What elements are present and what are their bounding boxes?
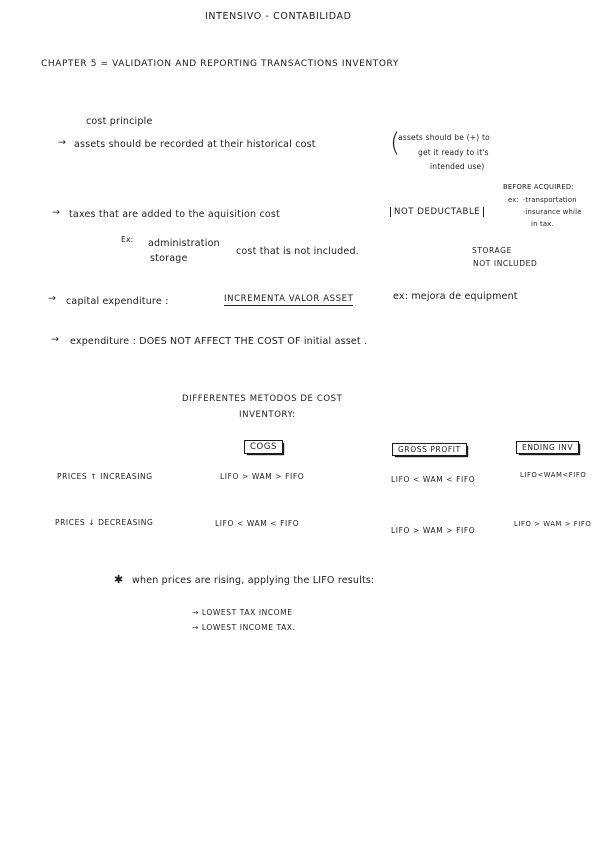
- example-short-label: Ex:: [121, 235, 134, 244]
- column-ending-inv: ENDING INV: [516, 441, 579, 454]
- cost-principle-heading: cost principle: [86, 116, 153, 127]
- storage-caps: STORAGE: [472, 246, 512, 255]
- page-title: INTENSIVO - CONTABILIDAD: [205, 11, 352, 22]
- methods-subheading: INVENTORY:: [239, 410, 296, 420]
- star-icon: ✱: [114, 573, 124, 586]
- row-decreasing-ending: LIFO > WAM > FIFO: [514, 520, 592, 528]
- row-increasing-gross: LIFO < WAM < FIFO: [391, 475, 476, 484]
- capital-expenditure-underlined: INCREMENTA VALOR ASSET: [224, 294, 354, 304]
- expenditure-text: expenditure : DOES NOT AFFECT THE COST OF initial asset .: [70, 336, 368, 347]
- taxes-text: taxes that are added to the aquisition cost: [69, 209, 280, 220]
- row-decreasing-label: PRICES ↓ DECREASING: [55, 518, 154, 527]
- row-decreasing-gross: LIFO > WAM > FIFO: [391, 526, 476, 535]
- cost-note-line2: get it ready to it's: [418, 148, 489, 157]
- example-transportation: ·transportation: [523, 196, 577, 204]
- methods-heading: DIFFERENTES METODOS DE COST: [182, 394, 343, 404]
- cost-note-line3: intended use): [430, 162, 485, 171]
- row-increasing-cogs: LIFO > WAM > FIFO: [220, 472, 305, 481]
- example-in-tax: in tax.: [531, 220, 554, 228]
- bullet-arrow: →: [48, 293, 57, 304]
- conclusion-result-1: → LOWEST TAX INCOME: [192, 608, 293, 617]
- row-increasing-label: PRICES ↑ INCREASING: [57, 472, 153, 481]
- row-decreasing-cogs: LIFO < WAM < FIFO: [215, 519, 300, 528]
- column-cogs: COGS: [244, 440, 283, 454]
- open-paren: (: [390, 128, 401, 158]
- bullet-arrow: →: [51, 334, 60, 345]
- column-gross-profit: GROSS PROFIT: [392, 443, 467, 456]
- bullet-arrow: →: [52, 207, 61, 218]
- storage-text: storage: [150, 253, 188, 264]
- conclusion-result-2: → LOWEST INCOME TAX.: [192, 623, 296, 632]
- chapter-heading: CHAPTER 5 = VALIDATION AND REPORTING TRANSACTIONS INVENTORY: [41, 59, 399, 69]
- cost-note-line1: assets should be (+) to: [398, 133, 490, 142]
- example-label: ex:: [508, 196, 519, 204]
- cost-principle-text: assets should be recorded at their historical cost: [74, 139, 316, 150]
- capital-example: ex: mejora de equipment: [393, 291, 518, 302]
- row-increasing-ending: LIFO<WAM<FIFO: [520, 471, 587, 479]
- not-deductable-bracket: NOT DEDUCTABLE: [390, 207, 484, 217]
- bullet-arrow: →: [58, 137, 67, 148]
- before-acquired-label: BEFORE ACQUIRED:: [503, 183, 574, 191]
- conclusion-text: when prices are rising, applying the LIFO results:: [132, 575, 375, 586]
- capital-expenditure-label: capital expenditure :: [66, 296, 169, 307]
- example-insurance: ·insurance while: [523, 208, 582, 216]
- administration-text: administration: [148, 238, 220, 249]
- not-included-caps: NOT INCLUDED: [473, 259, 538, 268]
- not-included-text: cost that is not included.: [236, 246, 359, 257]
